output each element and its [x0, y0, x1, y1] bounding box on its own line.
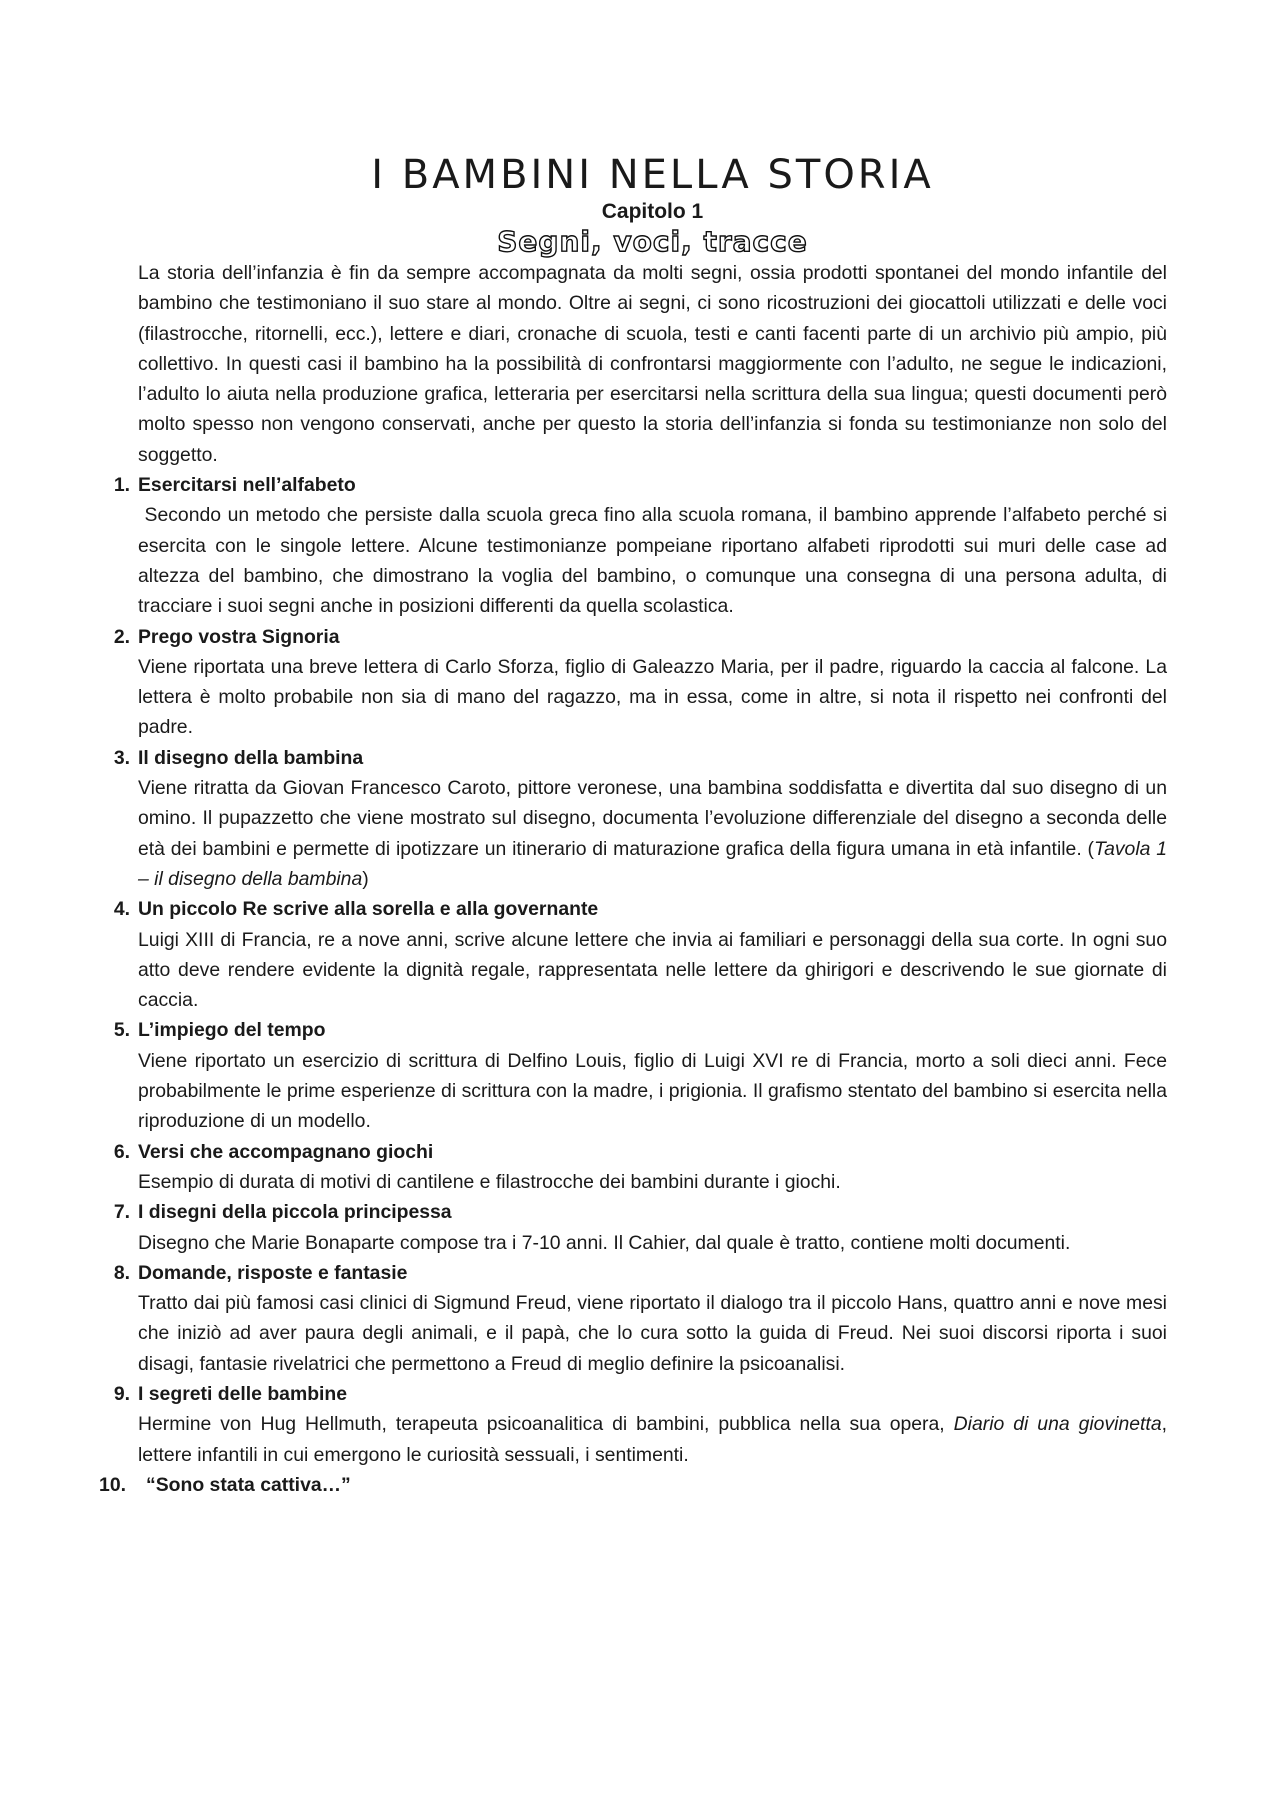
intro-paragraph: La storia dell’infanzia è fin da sempre accompagnata da molti segni, ossia prodotti spontanei del mondo infantile del bambino che testimoniano il suo stare al mondo. Oltre ai segni, ci sono ricostruzioni dei giocattoli utilizzati e delle voci (filastrocche, ritornelli, ecc.), lettere e diari, cronache di scuola, testi e canti facenti parte di un archivio più ampio, più collettivo. In questi casi il bambino ha la possibilità di confrontarsi maggiormente con l’adulto, ne segue le indicazioni, l’adulto lo aiuta nella produzione grafica, letteraria per esercitarsi nella scrittura della sua lingua; questi documenti però molto spesso non vengono conservati, anche per questo la storia dell’infanzia si fonda su testimonianze non solo del soggetto. — [138, 262, 1167, 466]
section-body: Tratto dai più famosi casi clinici di Sigmund Freud, viene riportato il dialogo tra il piccolo Hans, quattro anni e nove mesi che iniziò ad aver paura degli animali, e il papà, che lo cura sotto la guida di Freud. Nei suoi discorsi riporta i suoi disagi, fantasie rivelatrici che permettono a Freud di meglio definire la psicoanalisi. — [138, 1292, 1167, 1375]
section-number: 1. — [113, 474, 130, 497]
section-body: Viene riportato un esercizio di scrittura di Delfino Louis, figlio di Luigi XVI re di Francia, morto a soli dieci anni. Fece probabilmente le prime esperienze di scrittura con la madre, i prigionia. Il grafismo stentato del bambino si esercita nella riproduzione di un modello. — [138, 1049, 1167, 1133]
section-item — [113, 622, 1167, 743]
section-item — [113, 1137, 1167, 1198]
section-heading: Prego vostra Signoria — [138, 625, 340, 648]
section-number: 7. — [113, 1201, 130, 1224]
section-heading: “Sono stata cattiva…” — [146, 1473, 351, 1496]
section-number: 5. — [113, 1019, 130, 1042]
section-number: 9. — [113, 1382, 130, 1405]
section-heading: Domande, risposte e fantasie — [138, 1261, 408, 1284]
section-item — [113, 1197, 1167, 1258]
section-number: 4. — [113, 898, 130, 921]
section-heading: Il disegno della bambina — [138, 746, 364, 769]
section-body-italic: Diario di una giovinetta — [953, 1413, 1162, 1436]
section-body — [138, 1409, 1167, 1470]
section-body — [138, 773, 1167, 894]
section-item — [113, 1258, 1167, 1379]
section-heading: Esercitarsi nell’alfabeto — [138, 474, 356, 497]
section-body: Viene riportata una breve lettera di Carlo Sforza, figlio di Galeazzo Maria, per il padre, riguardo la caccia al falcone. La lettera è molto probabile non sia di mano del ragazzo, ma in essa, come in altre, si nota il rispetto nei confronti del padre. — [138, 655, 1167, 739]
section-item — [113, 470, 1173, 621]
section-body: Secondo un metodo che persiste dalla scuola greca fino alla scuola romana, il bambino apprende l’alfabeto perché si esercita con le singole lettere. Alcune testimonianze pompeiane riportano alfabeti riprodotti sui muri delle case ad altezza del bambino, che dimostrano la voglia del bambino, o comunque una consegna di una persona adulta, di tracciare i suoi segni anche in posizioni differenti da quella scolastica. — [138, 504, 1173, 618]
chapter-label: Capitolo 1 — [601, 200, 704, 223]
section-heading: Un piccolo Re scrive alla sorella e alla governante — [138, 898, 599, 921]
section-body-after: ) — [362, 867, 369, 890]
section-body-after: , lettere infantili in cui emergono le curiosità sessuali, i sentimenti. — [138, 1413, 1167, 1466]
section-heading: L’impiego del tempo — [138, 1019, 326, 1042]
section-body: Luigi XIII di Francia, re a nove anni, scrive alcune lettere che invia ai familiari e personaggi della sua corte. In ogni suo atto deve rendere evidente la dignità regale, rappresentata nelle lettere da ghirigori e descrivendo le sue giornate di caccia. — [138, 928, 1167, 1012]
section-body-text: Hermine von Hug Hellmuth, terapeuta psicoanalitica di bambini, pubblica nella sua opera, — [138, 1413, 954, 1436]
section-body: Disegno che Marie Bonaparte compose tra i 7-10 anni. Il Cahier, dal quale è tratto, contiene molti documenti. — [138, 1231, 1071, 1254]
section-number: 3. — [113, 746, 130, 769]
section-heading: I disegni della piccola principessa — [138, 1201, 452, 1224]
section-item — [113, 1015, 1167, 1136]
section-heading: Versi che accompagnano giochi — [138, 1140, 434, 1163]
chapter-subtitle: Segni, voci, tracce — [497, 225, 808, 258]
section-heading: I segreti delle bambine — [138, 1382, 348, 1405]
section-number: 8. — [113, 1261, 130, 1284]
section-body-italic: Tavola 1 – il disegno della bambina — [138, 837, 1168, 890]
section-item — [113, 1379, 1167, 1470]
section-list — [99, 470, 1173, 1500]
section-body-text: Viene ritratta da Giovan Francesco Caroto, pittore veronese, una bambina soddisfatta e divertita dal suo disegno di un omino. Il pupazzetto che viene mostrato sul disegno, documenta l’evoluzione differenziale del disegno a seconda delle età dei bambini e permette di ipotizzare un itinerario di maturazione grafica della figura umana in età infantile. ( — [138, 777, 1167, 860]
section-number: 2. — [113, 625, 130, 648]
section-number: 6. — [113, 1140, 130, 1163]
section-item — [113, 894, 1167, 1015]
document-title: I BAMBINI NELLA STORIA — [371, 152, 934, 198]
page-content — [99, 152, 1173, 1500]
section-item — [99, 1470, 1167, 1500]
section-body: Esempio di durata di motivi di cantilene e filastrocche dei bambini durante i giochi. — [138, 1170, 841, 1193]
section-number: 10. — [99, 1473, 126, 1496]
section-item — [113, 743, 1168, 894]
